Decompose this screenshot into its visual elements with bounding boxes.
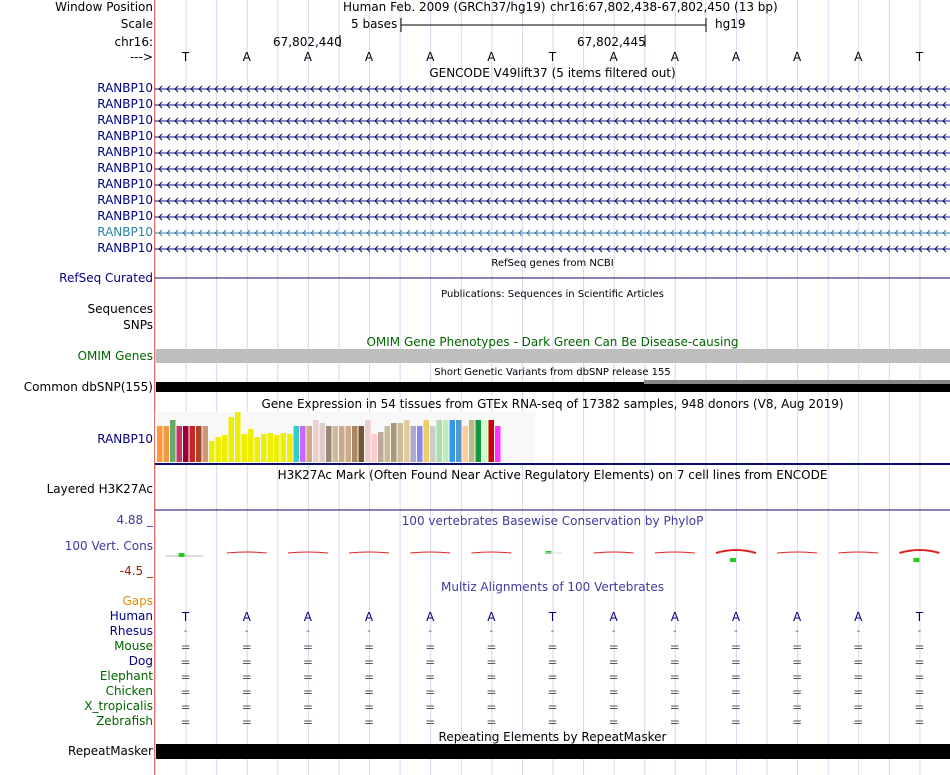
multiz-base: = (241, 685, 252, 699)
gtex-tissue-bar (463, 426, 469, 462)
gtex-tissue-bar (261, 434, 267, 462)
multiz-base: = (180, 640, 191, 654)
gtex-tissue-bar (281, 433, 287, 462)
multiz-base: = (792, 655, 803, 669)
gtex-tissue-bar (222, 435, 228, 462)
multiz-species-label[interactable]: Gaps (122, 594, 153, 608)
multiz-base: = (486, 670, 497, 684)
multiz-base: = (180, 700, 191, 714)
sequence-base: T (181, 50, 190, 64)
multiz-base: = (730, 655, 741, 669)
gtex-tissue-bar (333, 426, 339, 462)
omim-label[interactable]: OMIM Genes (77, 349, 153, 363)
multiz-base: = (547, 655, 558, 669)
sequence-base: A (487, 50, 496, 64)
gtex-tissue-bar (443, 420, 449, 462)
repeatmasker-label[interactable]: RepeatMasker (67, 744, 153, 758)
multiz-base: = (914, 685, 925, 699)
gtex-tissue-bar (170, 420, 176, 462)
multiz-base: = (302, 655, 313, 669)
multiz-base: = (241, 700, 252, 714)
sequence-base: A (731, 50, 741, 64)
multiz-base: = (669, 670, 680, 684)
gtex-tissue-bar (411, 426, 417, 462)
refseq-title[interactable]: RefSeq genes from NCBI (491, 258, 614, 269)
multiz-base: - (795, 626, 799, 637)
multiz-base: = (547, 670, 558, 684)
multiz-base: = (302, 700, 313, 714)
publications-title[interactable]: Publications: Sequences in Scientific Articles (441, 289, 664, 300)
multiz-base: T (181, 610, 190, 624)
sequence-base: A (854, 50, 863, 64)
multiz-base: = (425, 715, 436, 729)
cons-positive-mark (179, 553, 185, 557)
multiz-base: = (792, 700, 803, 714)
multiz-base: - (367, 626, 371, 637)
multiz-base: T (915, 610, 924, 624)
gtex-tissue-bar (235, 412, 241, 462)
sequence-base: A (670, 50, 679, 64)
gtex-tissue-bar (489, 420, 495, 462)
gtex-tissue-bar (424, 420, 430, 462)
multiz-base: = (241, 670, 252, 684)
multiz-base: = (608, 655, 619, 669)
multiz-base: = (364, 655, 375, 669)
gtex-tissue-bar (287, 434, 293, 462)
gencode-item-label[interactable]: RANBP10 (97, 177, 153, 191)
gtex-tissue-bar (404, 420, 410, 462)
multiz-base: - (734, 626, 738, 637)
multiz-base: = (180, 715, 191, 729)
multiz-base: = (792, 685, 803, 699)
gtex-tissue-bar (274, 435, 280, 462)
multiz-base: A (303, 610, 312, 624)
multiz-title[interactable]: Multiz Alignments of 100 Vertebrates (440, 580, 665, 594)
multiz-base: = (547, 640, 558, 654)
multiz-base: - (306, 626, 310, 637)
sequence-base: A (303, 50, 312, 64)
multiz-base: = (547, 715, 558, 729)
multiz-base: - (550, 626, 555, 637)
sequence-base: T (915, 50, 924, 64)
dbsnp-title[interactable]: Short Genetic Variants from dbSNP release 155 (434, 367, 671, 378)
multiz-base: = (180, 655, 191, 669)
multiz-base: = (486, 700, 497, 714)
gtex-tissue-bar (248, 429, 254, 462)
multiz-base: = (180, 685, 191, 699)
multiz-base: = (364, 700, 375, 714)
gtex-tissue-bar (456, 420, 462, 462)
gtex-tissue-bar (229, 417, 235, 462)
multiz-base: = (853, 655, 864, 669)
multiz-base: = (302, 670, 313, 684)
coord-1: 67,802,440 (273, 35, 342, 49)
multiz-base: = (547, 700, 558, 714)
gencode-item-label[interactable]: RANBP10 (97, 193, 153, 207)
multiz-base: - (917, 626, 922, 637)
cons-positive-mark (913, 558, 919, 562)
repeatmasker-title[interactable]: Repeating Elements by RepeatMasker (438, 730, 667, 744)
gtex-tissue-bar (164, 426, 170, 462)
multiz-base: = (425, 655, 436, 669)
sequence-base: T (548, 50, 557, 64)
gtex-tissue-bar (157, 426, 163, 462)
scale-db: hg19 (715, 17, 746, 31)
multiz-base: = (486, 655, 497, 669)
multiz-base: = (669, 655, 680, 669)
gtex-tissue-bar (300, 426, 306, 462)
multiz-base: = (669, 640, 680, 654)
multiz-base: - (244, 626, 249, 637)
gtex-tissue-bar (177, 426, 183, 462)
multiz-base: = (914, 655, 925, 669)
scale-text: 5 bases (351, 17, 398, 31)
multiz-base: = (425, 685, 436, 699)
multiz-base: A (487, 610, 496, 624)
gtex-tissue-bar (359, 426, 365, 462)
gencode-item-label[interactable]: RANBP10 (97, 129, 153, 143)
multiz-base: = (364, 640, 375, 654)
multiz-base: - (611, 626, 616, 637)
multiz-base: = (853, 640, 864, 654)
multiz-base: - (428, 626, 432, 637)
multiz-base: = (792, 670, 803, 684)
gtex-tissue-bar (437, 420, 443, 462)
multiz-base: A (364, 610, 374, 624)
gtex-tissue-bar (398, 423, 404, 462)
gtex-tissue-bar (268, 433, 274, 462)
cons-positive-mark (730, 558, 736, 562)
multiz-base: = (486, 685, 497, 699)
multiz-base: = (241, 715, 252, 729)
multiz-base: = (608, 670, 619, 684)
multiz-base: T (548, 610, 557, 624)
conservation-title[interactable]: 100 vertebrates Basewise Conservation by PhyloP (401, 514, 704, 528)
gtex-tissue-bar (378, 432, 384, 462)
conservation-label[interactable]: 100 Vert. Cons (64, 539, 153, 553)
multiz-base: = (302, 685, 313, 699)
sequence-base: A (793, 50, 802, 64)
multiz-base: = (853, 670, 864, 684)
gencode-item-label[interactable]: RANBP10 (97, 209, 153, 223)
gtex-tissue-bar (417, 426, 423, 462)
multiz-base: A (242, 610, 251, 624)
multiz-base: = (608, 685, 619, 699)
gtex-tissue-bar (255, 437, 261, 462)
gtex-label[interactable]: RANBP10 (97, 432, 153, 446)
gtex-tissue-bar (450, 420, 456, 462)
multiz-base: = (914, 640, 925, 654)
multiz-base: = (669, 715, 680, 729)
gtex-tissue-bar (385, 426, 391, 462)
multiz-species-label[interactable]: Elephant (99, 669, 153, 683)
gtex-tissue-bar (372, 434, 378, 462)
h3k27ac-label[interactable]: Layered H3K27Ac (46, 482, 153, 496)
gencode-item-label[interactable]: RANBP10 (97, 113, 153, 127)
gencode-title[interactable]: GENCODE V49lift37 (5 items filtered out) (429, 66, 676, 80)
repeatmasker-bar (156, 744, 950, 759)
multiz-base: A (670, 610, 679, 624)
multiz-base: = (425, 700, 436, 714)
multiz-base: = (241, 640, 252, 654)
multiz-base: = (608, 640, 619, 654)
gtex-tissue-bar (209, 441, 215, 462)
multiz-base: = (730, 640, 741, 654)
publications-label-sequences[interactable]: Sequences (87, 302, 153, 316)
sequence-base: A (242, 50, 251, 64)
multiz-species-label[interactable]: Zebrafish (96, 714, 153, 728)
multiz-base: = (364, 715, 375, 729)
multiz-species-label[interactable]: Mouse (114, 639, 153, 653)
omim-title[interactable]: OMIM Gene Phenotypes - Dark Green Can Be Disease-causing (366, 335, 739, 349)
gtex-tissue-bar (365, 420, 371, 462)
refseq-label[interactable]: RefSeq Curated (59, 271, 153, 285)
multiz-base: = (730, 715, 741, 729)
multiz-base: = (547, 685, 558, 699)
multiz-base: = (302, 715, 313, 729)
strand-label: ---> (129, 50, 153, 64)
gencode-item-label[interactable]: RANBP10 (97, 81, 153, 95)
omim-bar (156, 349, 950, 363)
gtex-tissue-bar (203, 426, 209, 462)
gtex-tissue-bar (190, 426, 196, 462)
multiz-base: A (854, 610, 863, 624)
multiz-species-label[interactable]: Human (109, 609, 153, 623)
gtex-tissue-bar (294, 426, 300, 462)
gencode-item-label[interactable]: RANBP10 (97, 225, 153, 239)
conservation-max: 4.88 _ (116, 513, 153, 527)
gtex-tissue-bar (391, 423, 397, 462)
multiz-base: = (914, 700, 925, 714)
multiz-base: = (914, 670, 925, 684)
multiz-base: = (302, 640, 313, 654)
gtex-tissue-bar (346, 426, 352, 462)
multiz-base: A (426, 610, 435, 624)
scale-label: Scale (120, 17, 153, 31)
gtex-tissue-bar (430, 426, 436, 462)
multiz-base: A (731, 610, 741, 624)
gtex-tissue-bar (476, 420, 482, 462)
multiz-base: - (672, 626, 677, 637)
gtex-tissue-bar (313, 420, 319, 462)
multiz-base: = (486, 640, 497, 654)
gtex-tissue-bar (320, 423, 326, 462)
sequence-base: A (609, 50, 618, 64)
multiz-base: = (792, 640, 803, 654)
gtex-tissue-bar (196, 426, 202, 462)
multiz-species-label[interactable]: Chicken (105, 684, 153, 698)
multiz-species-label[interactable]: Dog (128, 654, 153, 668)
chrom-label: chr16: (114, 35, 153, 49)
sequence-base: A (364, 50, 374, 64)
multiz-base: = (425, 640, 436, 654)
multiz-base: = (669, 685, 680, 699)
position-readout: chr16:67,802,438-67,802,450 (13 bp) (550, 0, 778, 14)
sequence-base: A (426, 50, 435, 64)
multiz-species-label[interactable]: Rhesus (109, 624, 153, 638)
multiz-base: = (364, 685, 375, 699)
multiz-base: = (730, 700, 741, 714)
multiz-base: - (489, 626, 494, 637)
multiz-base: = (669, 700, 680, 714)
gtex-tissue-bar (307, 426, 313, 462)
multiz-base: = (730, 670, 741, 684)
multiz-base: = (914, 715, 925, 729)
gencode-item-label[interactable]: RANBP10 (97, 161, 153, 175)
multiz-base: = (364, 670, 375, 684)
gtex-tissue-bar (216, 437, 222, 462)
multiz-base: = (853, 700, 864, 714)
h3k27ac-title[interactable]: H3K27Ac Mark (Often Found Near Active Regulatory Elements) on 7 cell lines from ENCODE (277, 468, 828, 482)
multiz-base: - (856, 626, 861, 637)
multiz-base: = (853, 715, 864, 729)
multiz-base: = (608, 715, 619, 729)
multiz-base: = (853, 685, 864, 699)
multiz-base: = (425, 670, 436, 684)
gtex-tissue-bar (469, 420, 475, 462)
publications-label-snps[interactable]: SNPs (123, 318, 153, 332)
multiz-base: = (608, 700, 619, 714)
gtex-tissue-bar (242, 434, 248, 462)
gtex-tissue-bar (482, 420, 488, 462)
dbsnp-label[interactable]: Common dbSNP(155) (23, 380, 153, 394)
gencode-item-label[interactable]: RANBP10 (97, 145, 153, 159)
gtex-tissue-bar (183, 426, 189, 462)
multiz-species-label[interactable]: X_tropicalis (84, 699, 153, 713)
multiz-base: - (183, 626, 188, 637)
gencode-item-label[interactable]: RANBP10 (97, 241, 153, 255)
multiz-base: A (793, 610, 802, 624)
multiz-base: = (241, 655, 252, 669)
gtex-title[interactable]: Gene Expression in 54 tissues from GTEx RNA-seq of 17382 samples, 948 donors (V8, Aug 2019) (261, 397, 844, 411)
gtex-tissue-bar (495, 426, 501, 462)
multiz-base: = (730, 685, 741, 699)
multiz-base: = (486, 715, 497, 729)
gtex-tissue-bar (352, 426, 358, 462)
coord-2: 67,802,445 (577, 35, 646, 49)
window-position-label: Window Position (55, 0, 153, 14)
multiz-base: A (609, 610, 618, 624)
assembly-title: Human Feb. 2009 (GRCh37/hg19) (343, 0, 546, 14)
multiz-base: = (792, 715, 803, 729)
gencode-item-label[interactable]: RANBP10 (97, 97, 153, 111)
dbsnp-bar-secondary (644, 380, 950, 384)
gtex-tissue-bar (326, 426, 332, 462)
multiz-base: = (180, 670, 191, 684)
gtex-tissue-bar (339, 426, 345, 462)
conservation-min: -4.5 _ (119, 564, 153, 578)
